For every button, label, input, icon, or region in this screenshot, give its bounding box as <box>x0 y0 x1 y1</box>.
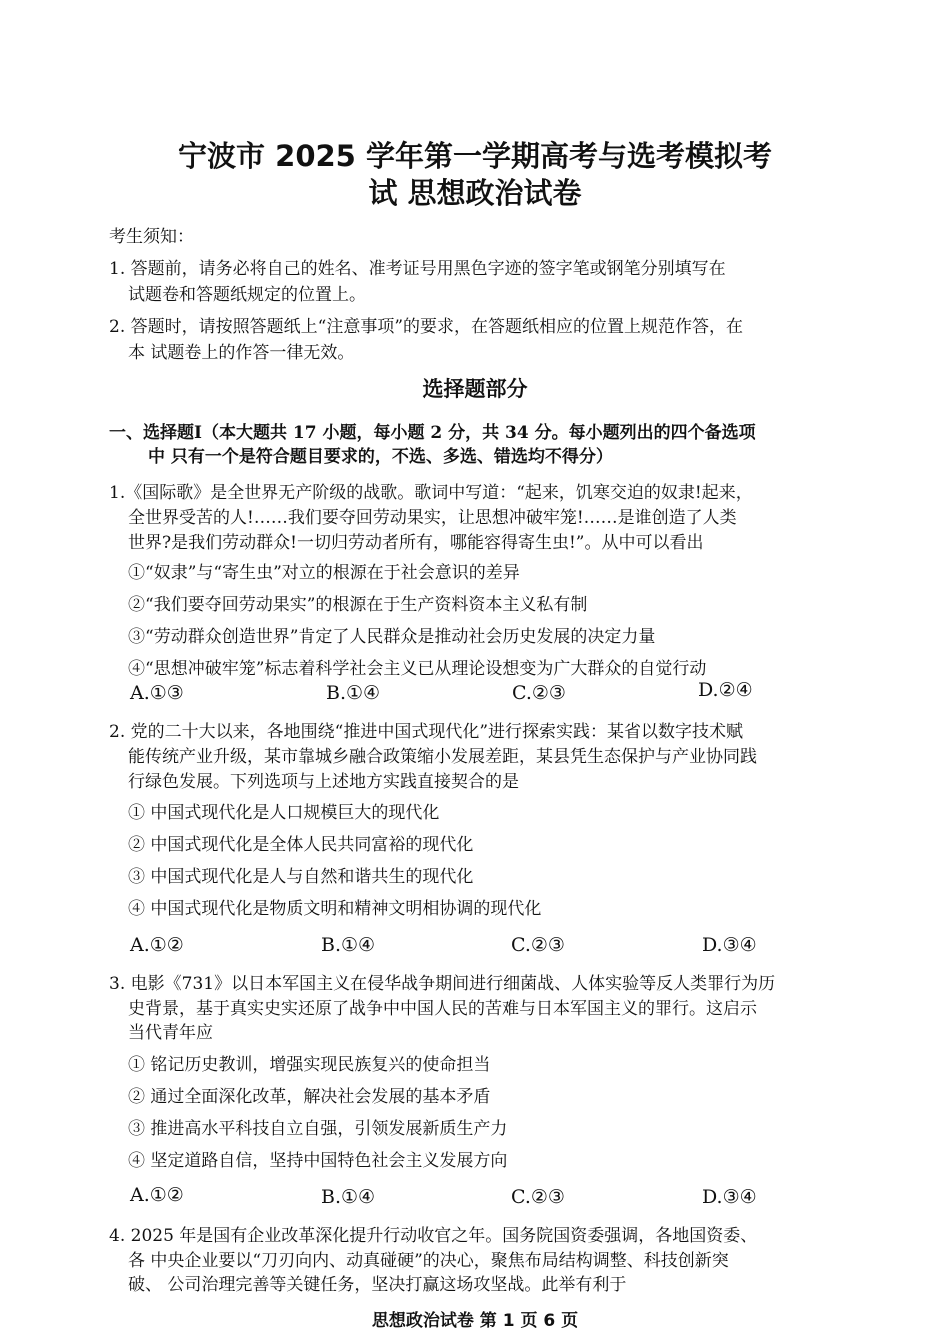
notice-item2-line2: 本 试题卷上的作答一律无效。 <box>128 343 355 363</box>
question-2-stem-line3: 行绿色发展。下列选项与上述地方实践直接契合的是 <box>128 772 519 792</box>
question-2-option-a[interactable]: A.①② <box>130 934 184 956</box>
question-2-option-c[interactable]: C.②③ <box>511 934 565 956</box>
question-2-item-2: ② 中国式现代化是全体人民共同富裕的现代化 <box>128 835 474 855</box>
question-2-stem-line1: 2. 党的二十大以来，各地围绕“推进中国式现代化”进行探索实践：某省以数字技术赋 <box>109 722 744 742</box>
section-title: 选择题部分 <box>422 377 528 401</box>
question-4-stem-line3: 破、 公司治理完善等关键任务，坚决打赢这场攻坚战。此举有利于 <box>128 1275 627 1295</box>
question-1-item-4: ④“思想冲破牢笼”标志着科学社会主义已从理论设想变为广大群众的自觉行动 <box>128 659 707 679</box>
notice-item2-line1: 2. 答题时，请按照答题纸上“注意事项”的要求，在答题纸相应的位置上规范作答，在 <box>109 317 744 337</box>
question-3-stem-line1: 3. 电影《731》以日本军国主义在侵华战争期间进行细菌战、人体实验等反人类罪行为历 <box>109 974 776 994</box>
question-3-item-2: ② 通过全面深化改革，解决社会发展的基本矛盾 <box>128 1087 491 1107</box>
notice-item1-line2: 试题卷和答题纸规定的位置上。 <box>128 285 366 305</box>
question-2-item-1: ① 中国式现代化是人口规模巨大的现代化 <box>128 803 440 823</box>
question-2-item-4: ④ 中国式现代化是物质文明和精神文明相协调的现代化 <box>128 899 542 919</box>
question-1-option-b[interactable]: B.①④ <box>326 682 381 704</box>
question-4-stem-line1: 4. 2025 年是国有企业改革深化提升行动收官之年。国务院国资委强调，各地国资委、 <box>109 1226 758 1246</box>
notice-heading: 考生须知： <box>109 227 194 247</box>
question-1-stem-line1: 1.《国际歌》是全世界无产阶级的战歌。歌词中写道：“起来，饥寒交迫的奴隶!起来， <box>109 483 753 503</box>
question-4-stem-line2: 各 中央企业要以“刀刃向内、动真碰硬”的决心，聚焦布局结构调整、科技创新突 <box>128 1251 729 1271</box>
question-3-item-3: ③ 推进高水平科技自立自强，引领发展新质生产力 <box>128 1119 508 1139</box>
question-3-item-1: ① 铭记历史教训，增强实现民族复兴的使命担当 <box>128 1055 491 1075</box>
notice-item1-line1: 1. 答题前，请务必将自己的姓名、准考证号用黑色字迹的签字笔或钢笔分别填写在 <box>109 259 726 279</box>
page-footer: 思想政治试卷 第 1 页 6 页 <box>371 1311 579 1331</box>
part1-instruction-line1: 一、选择题Ⅰ（本大题共 17 小题，每小题 2 分，共 34 分。每小题列出的四个备选项 <box>109 423 756 443</box>
exam-title-line2: 试 思想政治试卷 <box>368 176 582 210</box>
question-3-option-d[interactable]: D.③④ <box>702 1186 757 1208</box>
question-1-option-a[interactable]: A.①③ <box>130 682 184 704</box>
question-3-item-4: ④ 坚定道路自信，坚持中国特色社会主义发展方向 <box>128 1151 508 1171</box>
exam-title-line1: 宁波市 2025 学年第一学期高考与选考模拟考 <box>178 139 772 173</box>
question-2-option-d[interactable]: D.③④ <box>702 934 757 956</box>
question-3-option-c[interactable]: C.②③ <box>511 1186 565 1208</box>
question-1-stem-line3: 世界?是我们劳动群众!一切归劳动者所有，哪能容得寄生虫!”。从中可以看出 <box>128 533 704 553</box>
question-1-option-c[interactable]: C.②③ <box>512 682 566 704</box>
question-1-item-1: ①“奴隶”与“寄生虫”对立的根源在于社会意识的差异 <box>128 563 520 583</box>
question-1-stem-line2: 全世界受苦的人!……我们要夺回劳动果实，让思想冲破牢笼!……是谁创造了人类 <box>128 508 737 528</box>
question-1-item-2: ②“我们要夺回劳动果实”的根源在于生产资料资本主义私有制 <box>128 595 588 615</box>
part1-instruction-line2: 中 只有一个是符合题目要求的，不选、多选、错选均不得分） <box>148 447 613 467</box>
question-3-option-b[interactable]: B.①④ <box>321 1186 376 1208</box>
question-1-item-3: ③“劳动群众创造世界”肯定了人民群众是推动社会历史发展的决定力量 <box>128 627 656 647</box>
question-2-stem-line2: 能传统产业升级，某市靠城乡融合政策缩小发展差距，某县凭生态保护与产业协同践 <box>128 747 757 767</box>
question-2-item-3: ③ 中国式现代化是人与自然和谐共生的现代化 <box>128 867 474 887</box>
question-3-stem-line2: 史背景，基于真实史实还原了战争中中国人民的苦难与日本军国主义的罪行。这启示 <box>128 999 757 1019</box>
question-2-option-b[interactable]: B.①④ <box>321 934 376 956</box>
question-3-option-a[interactable]: A.①② <box>130 1184 184 1206</box>
question-3-stem-line3: 当代青年应 <box>128 1023 213 1043</box>
question-1-option-d[interactable]: D.②④ <box>698 679 753 701</box>
